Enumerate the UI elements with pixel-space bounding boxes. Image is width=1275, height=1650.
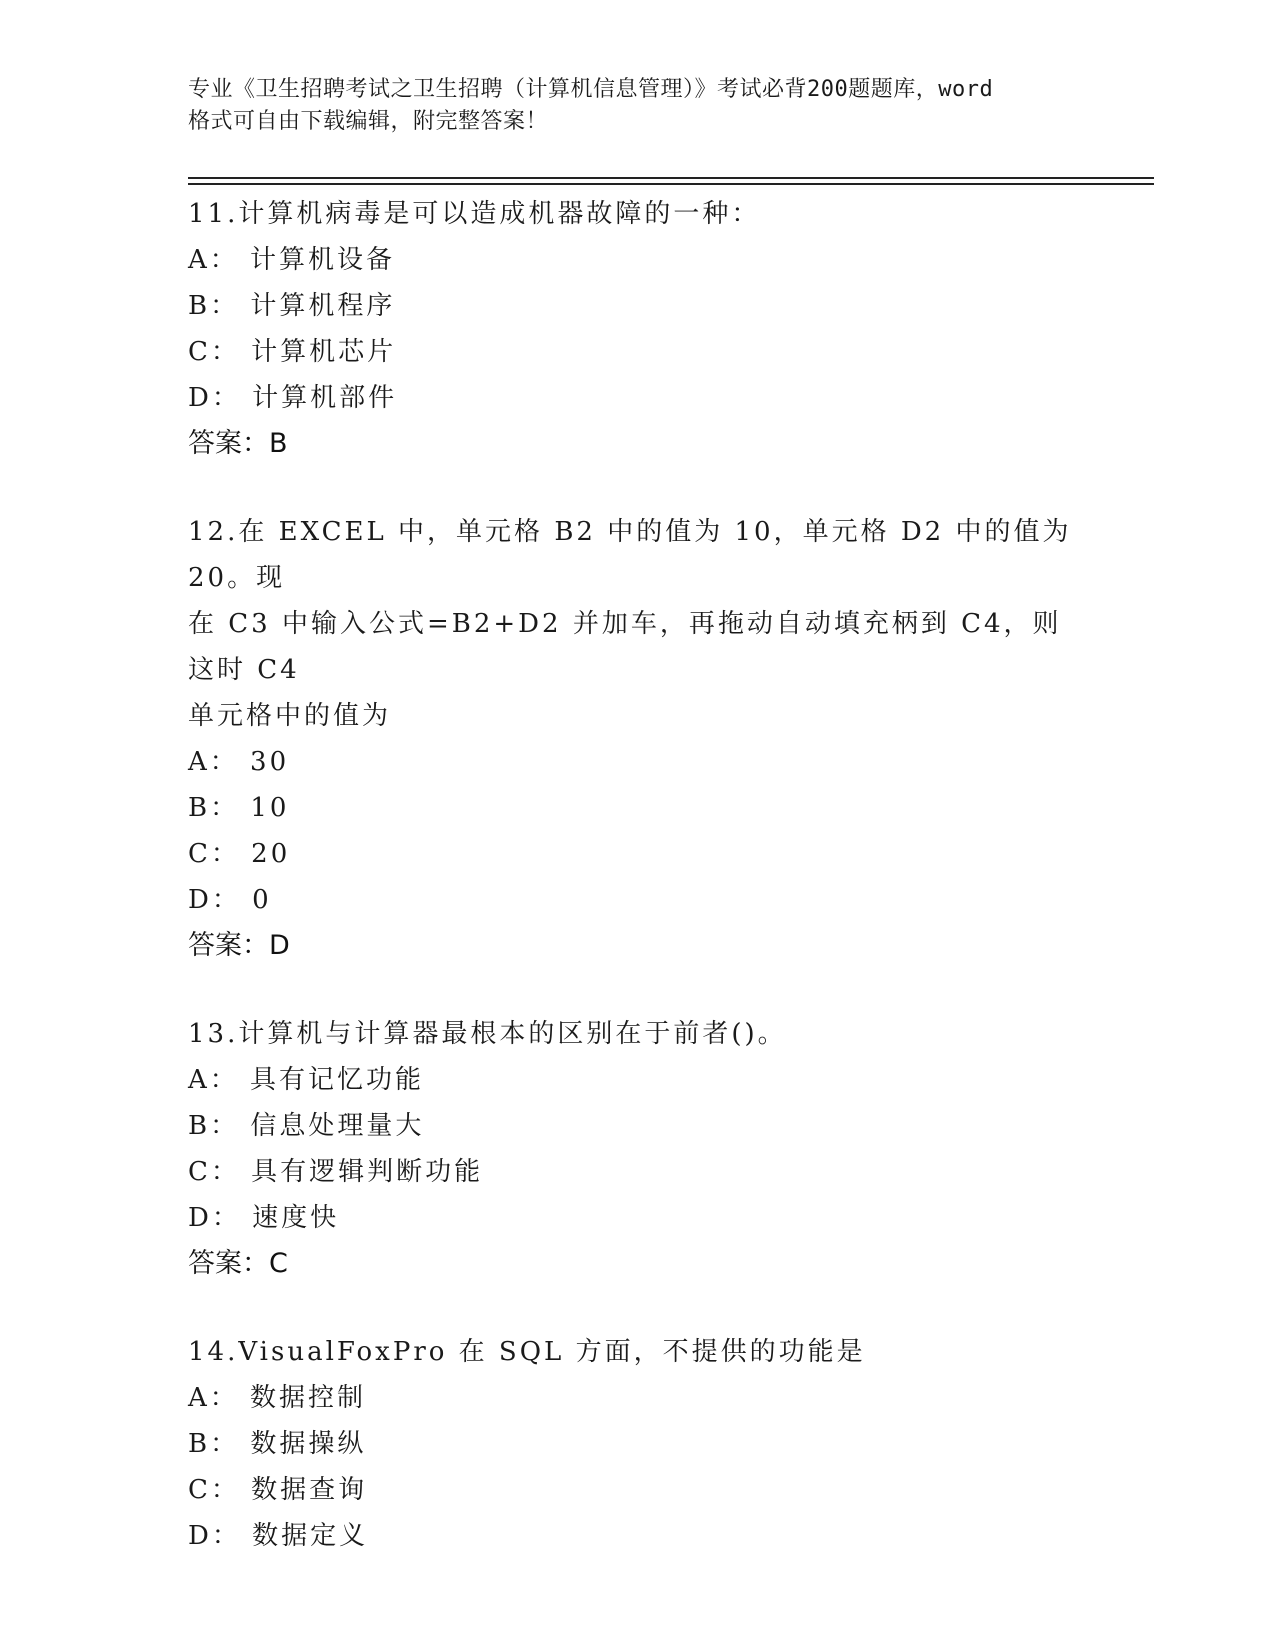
question-stem-line: 在 C3 中输入公式=B2+D2 并加车，再拖动自动填充柄到 C4，则这时 C4: [188, 609, 1062, 685]
question-block: [188, 1011, 1088, 1287]
answer-line: 答案：C: [188, 1248, 288, 1279]
option-text: 数据查询: [251, 1475, 368, 1505]
question-stem-line: 单元格中的值为: [188, 701, 392, 731]
question-stem-line: 14.VisualFoxPro 在 SQL 方面，不提供的功能是: [188, 1337, 866, 1367]
option-c: C： 计算机芯片: [188, 337, 397, 367]
option-key: C: [188, 1475, 211, 1505]
option-c: C： 数据查询: [188, 1475, 368, 1505]
option-text: 速度快: [252, 1203, 340, 1233]
option-key: A: [188, 245, 210, 275]
option-key: C: [188, 839, 211, 869]
option-text: 具有逻辑判断功能: [251, 1157, 484, 1187]
option-key: C: [188, 1157, 211, 1187]
answer-line: 答案：B: [188, 428, 288, 459]
header-divider-bottom: [188, 183, 1154, 185]
option-key: D: [188, 1521, 212, 1551]
option-d: D： 速度快: [188, 1203, 340, 1233]
option-key: C: [188, 337, 211, 367]
option-key: B: [188, 1111, 211, 1141]
option-key: D: [188, 885, 212, 915]
option-key: B: [188, 1429, 211, 1459]
option-text: 10: [250, 793, 290, 823]
option-c: C： 20: [188, 839, 291, 869]
option-text: 计算机程序: [250, 291, 396, 321]
question-block: [188, 1329, 1088, 1559]
option-d: D： 数据定义: [188, 1521, 369, 1551]
option-d: D： 0: [188, 885, 272, 915]
answer-line: 答案：D: [188, 930, 290, 961]
option-text: 数据控制: [250, 1383, 367, 1413]
option-key: B: [188, 291, 211, 321]
option-text: 数据操纵: [250, 1429, 367, 1459]
question-block: [188, 509, 1088, 969]
option-d: D： 计算机部件: [188, 383, 398, 413]
question-stem-line: 11.计算机病毒是可以造成机器故障的一种：: [188, 199, 761, 229]
option-a: A： 30: [188, 747, 290, 777]
question-stem: [188, 1011, 1088, 1057]
header-line-2: 格式可自由下载编辑，附完整答案！: [188, 109, 549, 134]
option-key: A: [188, 747, 210, 777]
question-stem: [188, 509, 1088, 739]
question-stem: [188, 1329, 1088, 1375]
option-key: D: [188, 1203, 212, 1233]
question-list: [188, 191, 1088, 1601]
option-text: 数据定义: [252, 1521, 369, 1551]
header-divider-top: [188, 177, 1154, 179]
option-b: B： 计算机程序: [188, 291, 396, 321]
option-text: 计算机芯片: [251, 337, 397, 367]
option-a: A： 具有记忆功能: [188, 1065, 425, 1095]
option-text: 信息处理量大: [250, 1111, 425, 1141]
option-text: 0: [252, 885, 272, 915]
option-text: 计算机部件: [252, 383, 398, 413]
option-a: A： 数据控制: [188, 1383, 367, 1413]
option-key: A: [188, 1065, 210, 1095]
option-text: 具有记忆功能: [250, 1065, 425, 1095]
option-c: C： 具有逻辑判断功能: [188, 1157, 484, 1187]
option-text: 计算机设备: [250, 245, 396, 275]
header-line-1: 专业《卫生招聘考试之卫生招聘（计算机信息管理）》考试必背200题题库，word: [188, 77, 994, 102]
question-stem-line: 13.计算机与计算器最根本的区别在于前者()。: [188, 1019, 787, 1049]
option-text: 20: [251, 839, 291, 869]
question-block: [188, 191, 1088, 467]
option-a: A： 计算机设备: [188, 245, 396, 275]
option-b: B： 数据操纵: [188, 1429, 367, 1459]
option-key: A: [188, 1383, 210, 1413]
document-header: [188, 74, 1088, 138]
option-key: B: [188, 793, 211, 823]
option-key: D: [188, 383, 212, 413]
option-text: 30: [250, 747, 290, 777]
option-b: B： 10: [188, 793, 290, 823]
question-stem-line: 12.在 EXCEL 中，单元格 B2 中的值为 10，单元格 D2 中的值为 20。现: [188, 517, 1083, 593]
option-b: B： 信息处理量大: [188, 1111, 425, 1141]
question-stem: [188, 191, 1088, 237]
